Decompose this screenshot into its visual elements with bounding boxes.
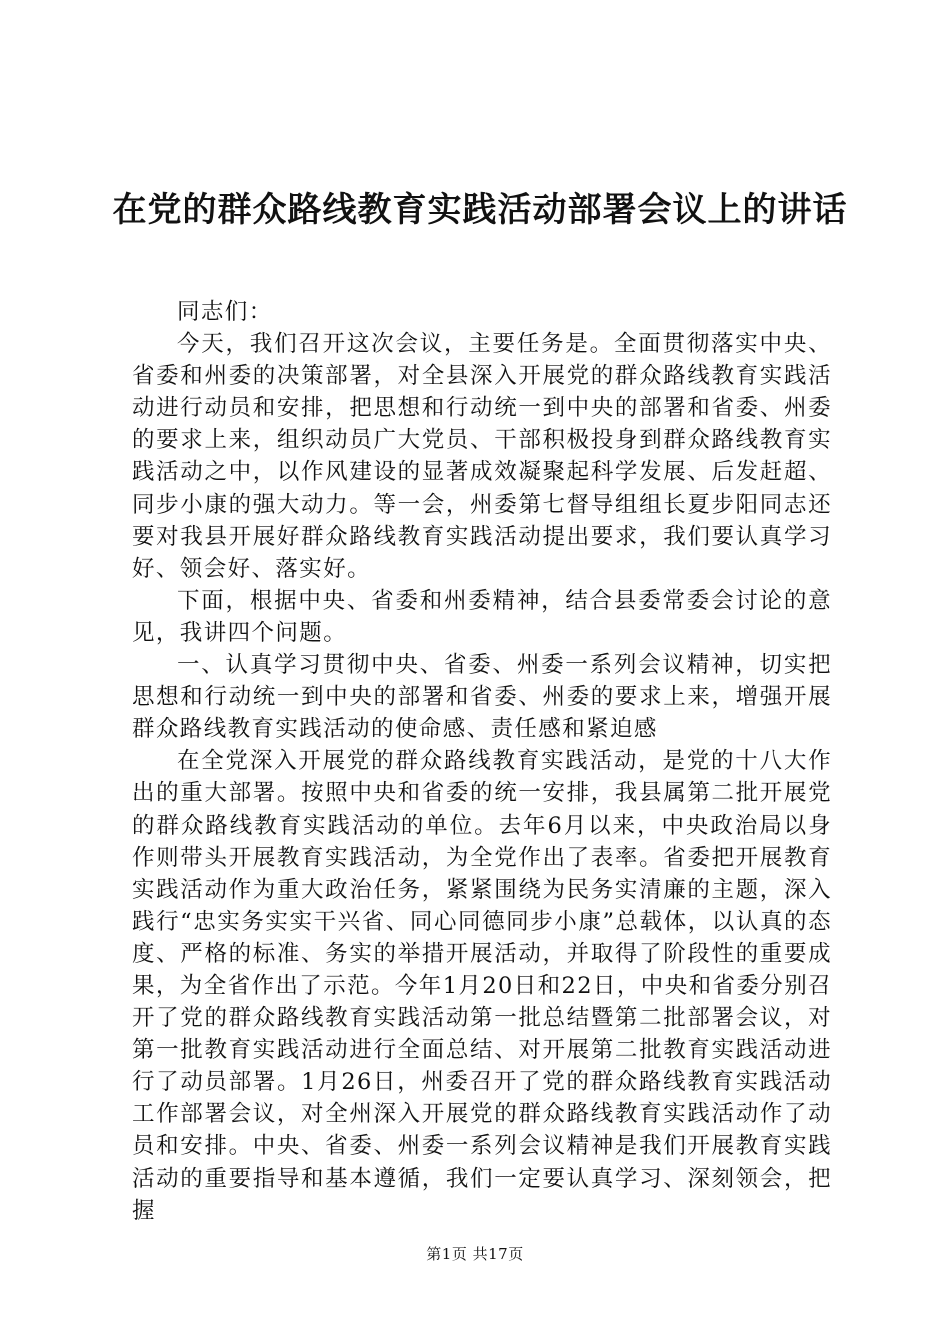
page-footer bbox=[0, 1244, 950, 1264]
document-title: 在党的群众路线教育实践活动部署会议上的讲话 bbox=[112, 190, 848, 230]
section-heading-paragraph: 一、认真学习贯彻中央、省委、州委一系列会议精神，切实把思想和行动统一到中央的部署和省委、州委的要求上来，增强开展群众路线教育实践活动的使命感、责任感和紧迫感 bbox=[132, 652, 832, 743]
page-indicator: 第1页 共17页 bbox=[426, 1245, 524, 1263]
body-paragraph: 在全党深入开展党的群众路线教育实践活动，是党的十八大作出的重大部署。按照中央和省委的统一安排，我县属第二批开展党的群众路线教育实践活动的单位。去年6月以来，中央政治局以身作则带头开展教育实践活动，为全党作出了表率。省委把开展教育实践活动作为重大政治任务，紧紧围绕为民务实清廉的主题，深入践行“忠实务实实干兴省、同心同德同步小康”总载体，以认真的态度、严格的标准、务实的举措开展活动，并取得了阶段性的重要成果，为全省作出了示范。今年1月20日和22日，中央和省委分别召开了党的群众路线教育实践活动第一批总结暨第二批部署会议，对第一批教育实践活动进行全面总结、对开展第二批教育实践活动进行了动员部署。1月26日，州委召开了党的群众路线教育实践活动工作部署会议，对全州深入开展党的群众路线教育实践活动作了动员和安排。中央、省委、州委一系列会议精神是我们开展教育实践活动的重要指导和基本遵循，我们一定要认真学习、深刻领会，把握 bbox=[132, 748, 832, 1224]
salutation-paragraph: 同志们： bbox=[177, 299, 273, 325]
document-body bbox=[132, 296, 832, 1227]
body-paragraph: 下面，根据中央、省委和州委精神，结合县委常委会讨论的意见，我讲四个问题。 bbox=[132, 587, 832, 646]
body-paragraph: 今天，我们召开这次会议，主要任务是。全面贯彻落实中央、省委和州委的决策部署，对全县深入开展党的群众路线教育实践活动进行动员和安排，把思想和行动统一到中央的部署和省委、州委的要求上来，组织动员广大党员、干部积极投身到群众路线教育实践活动之中，以作风建设的显著成效凝聚起科学发展、后发赶超、同步小康的强大动力。等一会，州委第七督导组组长夏步阳同志还要对我县开展好群众路线教育实践活动提出要求，我们要认真学习好、领会好、落实好。 bbox=[132, 331, 832, 582]
